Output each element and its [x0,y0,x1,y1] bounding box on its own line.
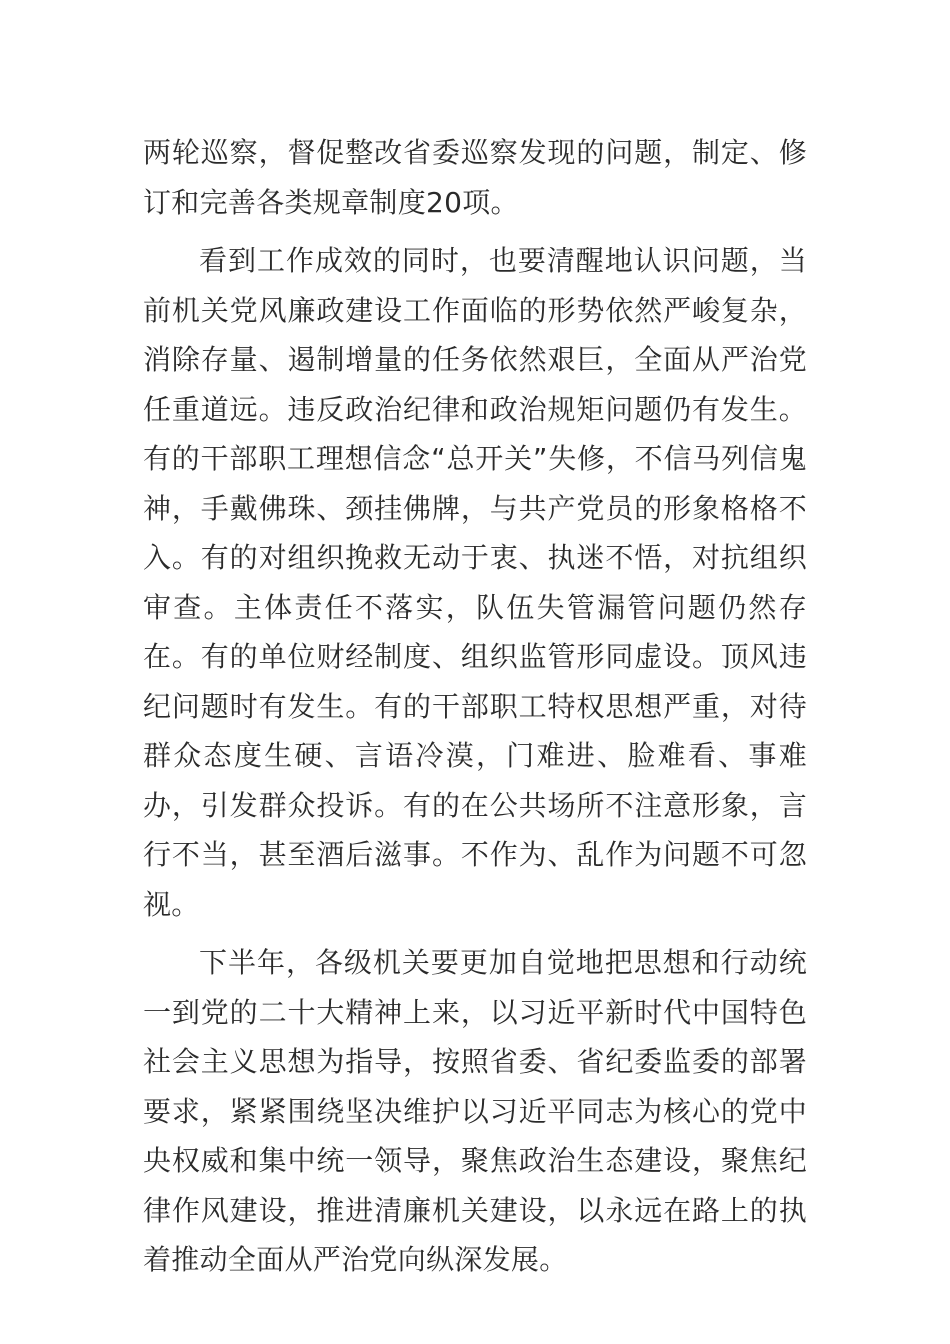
paragraph-continuation: 两轮巡察，督促整改省委巡察发现的问题，制定、修订和完善各类规章制度20项。 [143,136,807,219]
document-body [143,128,807,1294]
paragraph-problems: 看到工作成效的同时，也要清醒地认识问题，当前机关党风廉政建设工作面临的形势依然严峻复杂，消除存量、遏制增量的任务依然艰巨，全面从严治党任重道远。违反政治纪律和政治规矩问题仍有发生。有的干部职工理想信念“总开关”失修，不信马列信鬼神，手戴佛珠、颈挂佛牌，与共产党员的形象格格不入。有的对组织挽救无动于衷、执迷不悟，对抗组织审查。主体责任不落实，队伍失管漏管问题仍然存在。有的单位财经制度、组织监管形同虚设。顶风违纪问题时有发生。有的干部职工特权思想严重，对待群众态度生硬、言语冷漠，门难进、脸难看、事难办，引发群众投诉。有的在公共场所不注意形象，言行不当，甚至酒后滋事。不作为、乱作为问题不可忽视。 [143,244,807,921]
paragraph-next-half-year: 下半年，各级机关要更加自觉地把思想和行动统一到党的二十大精神上来，以习近平新时代中国特色社会主义思想为指导，按照省委、省纪委监委的部署要求，紧紧围绕坚决维护以习近平同志为核心的党中央权威和集中统一领导，聚焦政治生态建设，聚焦纪律作风建设，推进清廉机关建设，以永远在路上的执着推动全面从严治党向纵深发展。 [143,946,807,1276]
